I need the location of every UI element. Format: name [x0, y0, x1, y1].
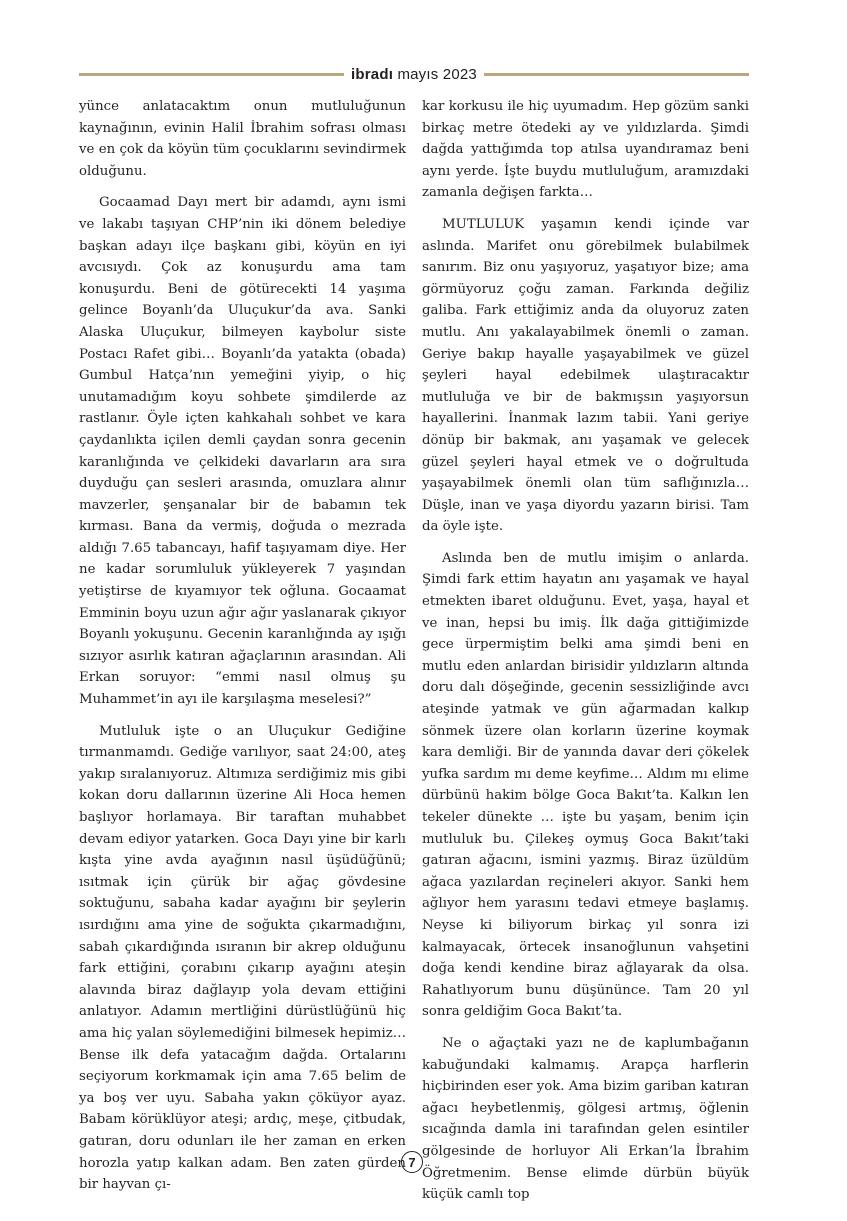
paragraph: Aslında ben de mutlu imişim o anlarda. Şimdi fark ettim hayatın anı yaşamak ve hayal etmekten ibaret olduğunu. Evet, yaşa, hayal et ve inan, hepsi bu imiş. İlk dağa gittiğimizde gece ürpermiştim belki ama şimdi beni en mutlu eden anlardan birisidir yıldızların altında doru dalı döşeğinde, gecenin sessizliğinde avcı ateşinde yatmak ve gün ağarmadan kalkıp sönmek üzere olan korların üzerine koymak kara demliği. Bir de yanında davar deri çökelek yufka sardım mı deme keyfime… Aldım mı elime dürbünü hakim bölge Goca Bakıt’ta. Kalkın len tekeler dünekte … işte bu yaşam, benim için mutluluk bu. Çilekeş oymuş Goca Bakıt’taki gatıran ağacını, ismini yazmış. Biraz üzüldüm ağaca yazılardan reçineleri akıyor. Sanki hem ağlıyor hem yarasını tedavi etmeye başlamış. Neyse ki biliyorum birkaç yıl sonra izi kalmayacak, örtecek insanoğlunun vahşetini doğa kendi kendine biraz ağlayarak da olsa. Rahatlıyorum bunu düşününce. Tam 20 yıl sonra geldiğim Goca Bakıt’ta.	[422, 550, 749, 1020]
paragraph: yünce anlatacaktım onun mutluluğunun kaynağının, evinin Halil İbrahim sofrası olması ve en çok da köyün tüm çocuklarını sevindirmek olduğunu.	[79, 99, 406, 179]
paragraph: Gocaamad Dayı mert bir adamdı, aynı ismi ve lakabı taşıyan CHP’nin iki dönem belediye başkan adayı ilçe başkanı gibi, köyün en iyi avcısıydı. Çok az konuşurdu ama tam konuşurdu. Beni de götürecekti 14 yaşıma gelince Boyanlı’da Uluçukur’da ava. Sanki Alaska Uluçukur, bilmeyen kaybolur siste Postacı Rafet gibi… Boyanlı’da yatakta (obada) Gumbul Hatça’nın yemeğini yiyip, o hiç unutamadığım koyu sohbete şimdilerde az rastlanır. Öyle içten kahkahalı sohbet ve kara çaydanlıkta içilen demli çaydan sonra gecenin karanlığında ve çelkideki davarların ara sıra duyduğu çan sesleri arasında, omuzlara alınır mavzerler, şenşanalar bir de babamın tek kırması. Bana da vermiş, doğuda o mezrada aldığı 7.65 tabancayı, hafif taşıyamam diye. Her ne kadar sorumluluk yükleyerek 7 yaşından yetiştirse de kıyamıyor tek oğluna. Gocaamat Emminin boyu uzun ağır ağır yaslanarak çıkıyor Boyanlı yokuşunu. Gecenin karanlığında ay ışığı sızıyor asırlık katıran ağaçlarının arasından. Ali Erkan soruyor: “emmi nasıl olmuş şu Muhammet’in ayı ile karşılaşma meselesi?”	[79, 195, 406, 708]
issue-date: mayıs 2023	[397, 65, 477, 83]
paragraph: Ne o ağaçtaki yazı ne de kaplumbağanın kabuğundaki kalmamış. Arapça harflerin hiçbirinden eser yok. Ama bizim gariban katıran ağacı heybetlenmiş, gölgesi artmış, öğlenin sıcağında damla ini tarafından gelen esintiler gölgesinde de horluyor Ali Erkan’la İbrahim Öğretmenim. Bense elimde dürbün büyük küçük camlı top	[422, 1035, 749, 1203]
running-header	[79, 63, 749, 85]
header-rule-left	[79, 73, 344, 76]
magazine-name: ibradı	[351, 65, 394, 83]
header-title	[344, 66, 484, 83]
paragraph: MUTLULUK yaşamın kendi içinde var aslında. Marifet onu görebilmek bulabilmek sanırım. Biz onu yaşıyoruz, yaşatıyor bize; ama görmüyoruz çoğu zaman. Farkında değiliz galiba. Fark ettiğimiz anda da oluyoruz zaten mutlu. Anı yakalayabilmek önemli o zaman. Geriye bakıp hayalle yaşayabilmek ve güzel şeyleri hayal edebilmek ulaştıracaktır mutluluğa ve bir de bakmışsın yaşıyorsun hayallerini. İnanmak lazım tabii. Yani geriye dönüp bir bakmak, anı yaşamak ve gelecek güzel şeyleri hayal etmek ve o doğrultuda yaşayabilmek önemli olan tüm saflığınızla… Düşle, inan ve yaşa diyordu yazarın birisi. Tam da öyle işte.	[422, 216, 749, 535]
left-column	[79, 96, 406, 1206]
page-number: 7	[401, 1151, 423, 1173]
paragraph: kar korkusu ile hiç uyumadım. Hep gözüm sanki birkaç metre ötedeki ay ve yıldızlarda. Şimdi dağda yattığımda top atılsa uyandıramaz beni aynı yerde. İşte buydu mutluluğum, aramızdaki zamanla değişen farkta…	[422, 99, 749, 201]
paragraph: Mutluluk işte o an Uluçukur Gediğine tırmanmamdı. Gediğe varılıyor, saat 24:00, ateş yakıp sıralanıyoruz. Altımıza serdiğimiz mis gibi kokan doru dallarının üzerine Ali Hoca hemen başlıyor horlamaya. Bir taraftan muhabbet devam ediyor yatarken. Goca Dayı yine bir karlı kışta yine avda ayağının nasıl üşüdüğünü; ısıtmak için çürük bir ağaç gövdesine soktuğunu, sabaha kadar ayağını bir şeylerin ısırdığını ama yine de soğukta çıkarmadığını, sabah çıkardığında ısıranın bir akrep olduğunu fark ettiğini, çorabını çıkarıp ayağını ateşin alavında biraz dağlayıp yola devam ettiğini anlatıyor. Adamın mertliğini dürüstlüğünü hiç ama hiç yalan söylemediğini bilmesek hepimiz… Bense ilk defa yatacağım dağda. Ortalarını seçiyorum korkmamak için ama 7.65 belim de ya boş ver uyu. Sabaha yakın çöküyor ayaz. Babam körüklüyor ateşi; ardıç, meşe, çitbudak, gatıran, doru odunları ile her zaman en erken horozla yatıp kalkan adam. Ben zaten gürden bir hayvan çı-	[79, 723, 406, 1193]
right-column	[422, 96, 749, 1216]
header-rule-right	[484, 73, 749, 76]
